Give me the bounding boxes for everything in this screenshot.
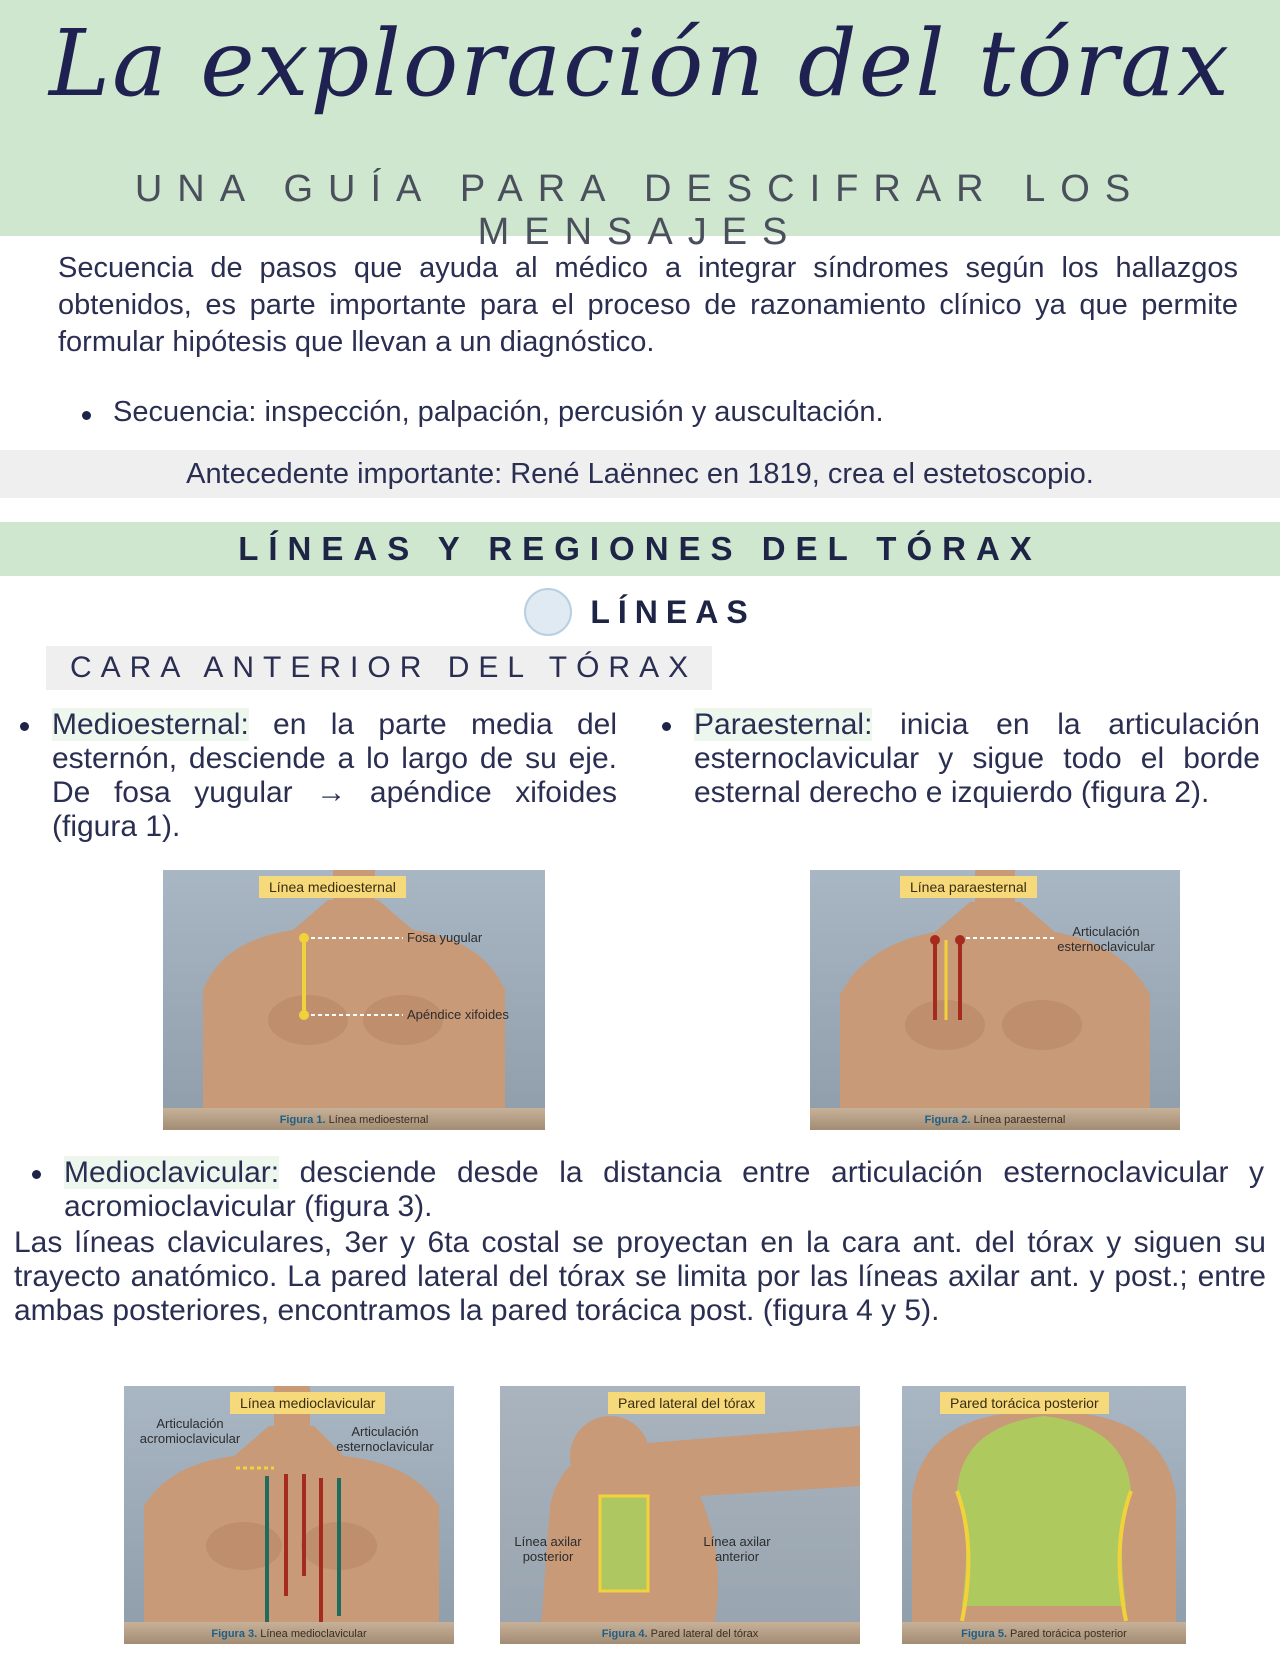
lineas-label: LÍNEAS <box>590 593 756 630</box>
figure-4-annotation-2: Línea axilar anterior <box>703 1534 771 1564</box>
medioesternal-term: Medioesternal: <box>52 708 249 741</box>
figure-5 <box>902 1386 1186 1644</box>
back-image <box>902 1386 1186 1644</box>
header-banner <box>0 0 1280 253</box>
sequence-text: Secuencia: inspección, palpación, percusión y auscultación. <box>113 396 884 428</box>
cara-anterior-heading: CARA ANTERIOR DEL TÓRAX <box>46 646 712 690</box>
torso-image <box>500 1386 860 1644</box>
figure-1 <box>163 870 545 1130</box>
paraesternal-term: Paraesternal: <box>694 708 873 741</box>
bullet-icon <box>32 1170 41 1179</box>
figure-4 <box>500 1386 860 1644</box>
figure-3-label: Línea medioclavicular <box>230 1392 385 1414</box>
figure-2-caption: Figura 2. Línea paraesternal <box>924 1114 1066 1126</box>
figure-1-label: Línea medioesternal <box>259 876 406 898</box>
medioclavicular-item <box>64 1156 1264 1224</box>
figure-3-annotation-1: Articulación acromioclavicular <box>139 1416 241 1446</box>
paraesternal-text: inicia en la articulación esternoclavicular y sigue todo el borde esternal derecho e izquierdo (figura 2). <box>694 708 1260 809</box>
lineas-heading <box>0 588 1280 641</box>
sequence-bullet <box>82 396 884 429</box>
figure-4-label: Pared lateral del tórax <box>608 1392 765 1414</box>
figure-3-caption: Figura 3. Línea medioclavicular <box>211 1628 367 1640</box>
circle-icon <box>524 588 572 636</box>
bullet-icon <box>662 722 671 731</box>
page-title: La exploración del tórax <box>49 10 1231 117</box>
figure-5-caption: Figura 5. Pared torácica posterior <box>961 1628 1127 1640</box>
antecedent-band: Antecedente importante: René Laënnec en 1819, crea el estetoscopio. <box>0 450 1280 498</box>
torso-image <box>810 870 1180 1130</box>
figure-3 <box>124 1386 454 1644</box>
figure-1-caption: Figura 1. Línea medioesternal <box>279 1114 429 1126</box>
figure-1-annotation-2: Apéndice xifoides <box>407 1007 509 1022</box>
paraesternal-item <box>694 708 1260 810</box>
figure-2-annotation-1: Articulación esternoclavicular <box>1057 924 1155 954</box>
figure-2 <box>810 870 1180 1130</box>
figure-4-annotation-1: Línea axilar posterior <box>514 1534 582 1564</box>
figure-1-annotation-1: Fosa yugular <box>407 930 483 945</box>
figure-3-annotation-2: Articulación esternoclavicular <box>336 1424 434 1454</box>
figure-5-label: Pared torácica posterior <box>940 1392 1109 1414</box>
bullet-icon <box>20 722 29 731</box>
regions-paragraph: Las líneas claviculares, 3er y 6ta costal se proyectan en la cara ant. del tórax y siguen su trayecto anatómico. La pared lateral del tórax se limita por las líneas axilar ant. y post.; entre ambas posteriores, encontramos la pared torácica post. (figura 4 y 5). <box>14 1226 1266 1327</box>
torso-image <box>163 870 545 1130</box>
medioesternal-item <box>52 708 617 844</box>
medioclavicular-text: desciende desde la distancia entre articulación esternoclavicular y acromioclavicular (figura 3). <box>64 1156 1264 1223</box>
page-subtitle: UNA GUÍA PARA DESCIFRAR LOS MENSAJES <box>134 168 1146 253</box>
medioesternal-text: en la parte media del esternón, desciende a lo largo de su eje. De fosa yugular → apéndice xifoides (figura 1). <box>52 708 617 843</box>
bullet-icon <box>82 411 91 420</box>
figure-2-label: Línea paraesternal <box>900 876 1037 898</box>
section-heading: LÍNEAS Y REGIONES DEL TÓRAX <box>0 522 1280 576</box>
intro-paragraph: Secuencia de pasos que ayuda al médico a integrar síndromes según los hallazgos obtenidos, es parte importante para el proceso de razonamiento clínico ya que permite formular hipótesis que llevan a un diagnóstico. <box>58 252 1238 358</box>
figure-4-caption: Figura 4. Pared lateral del tórax <box>601 1628 759 1640</box>
medioclavicular-term: Medioclavicular: <box>64 1156 280 1189</box>
